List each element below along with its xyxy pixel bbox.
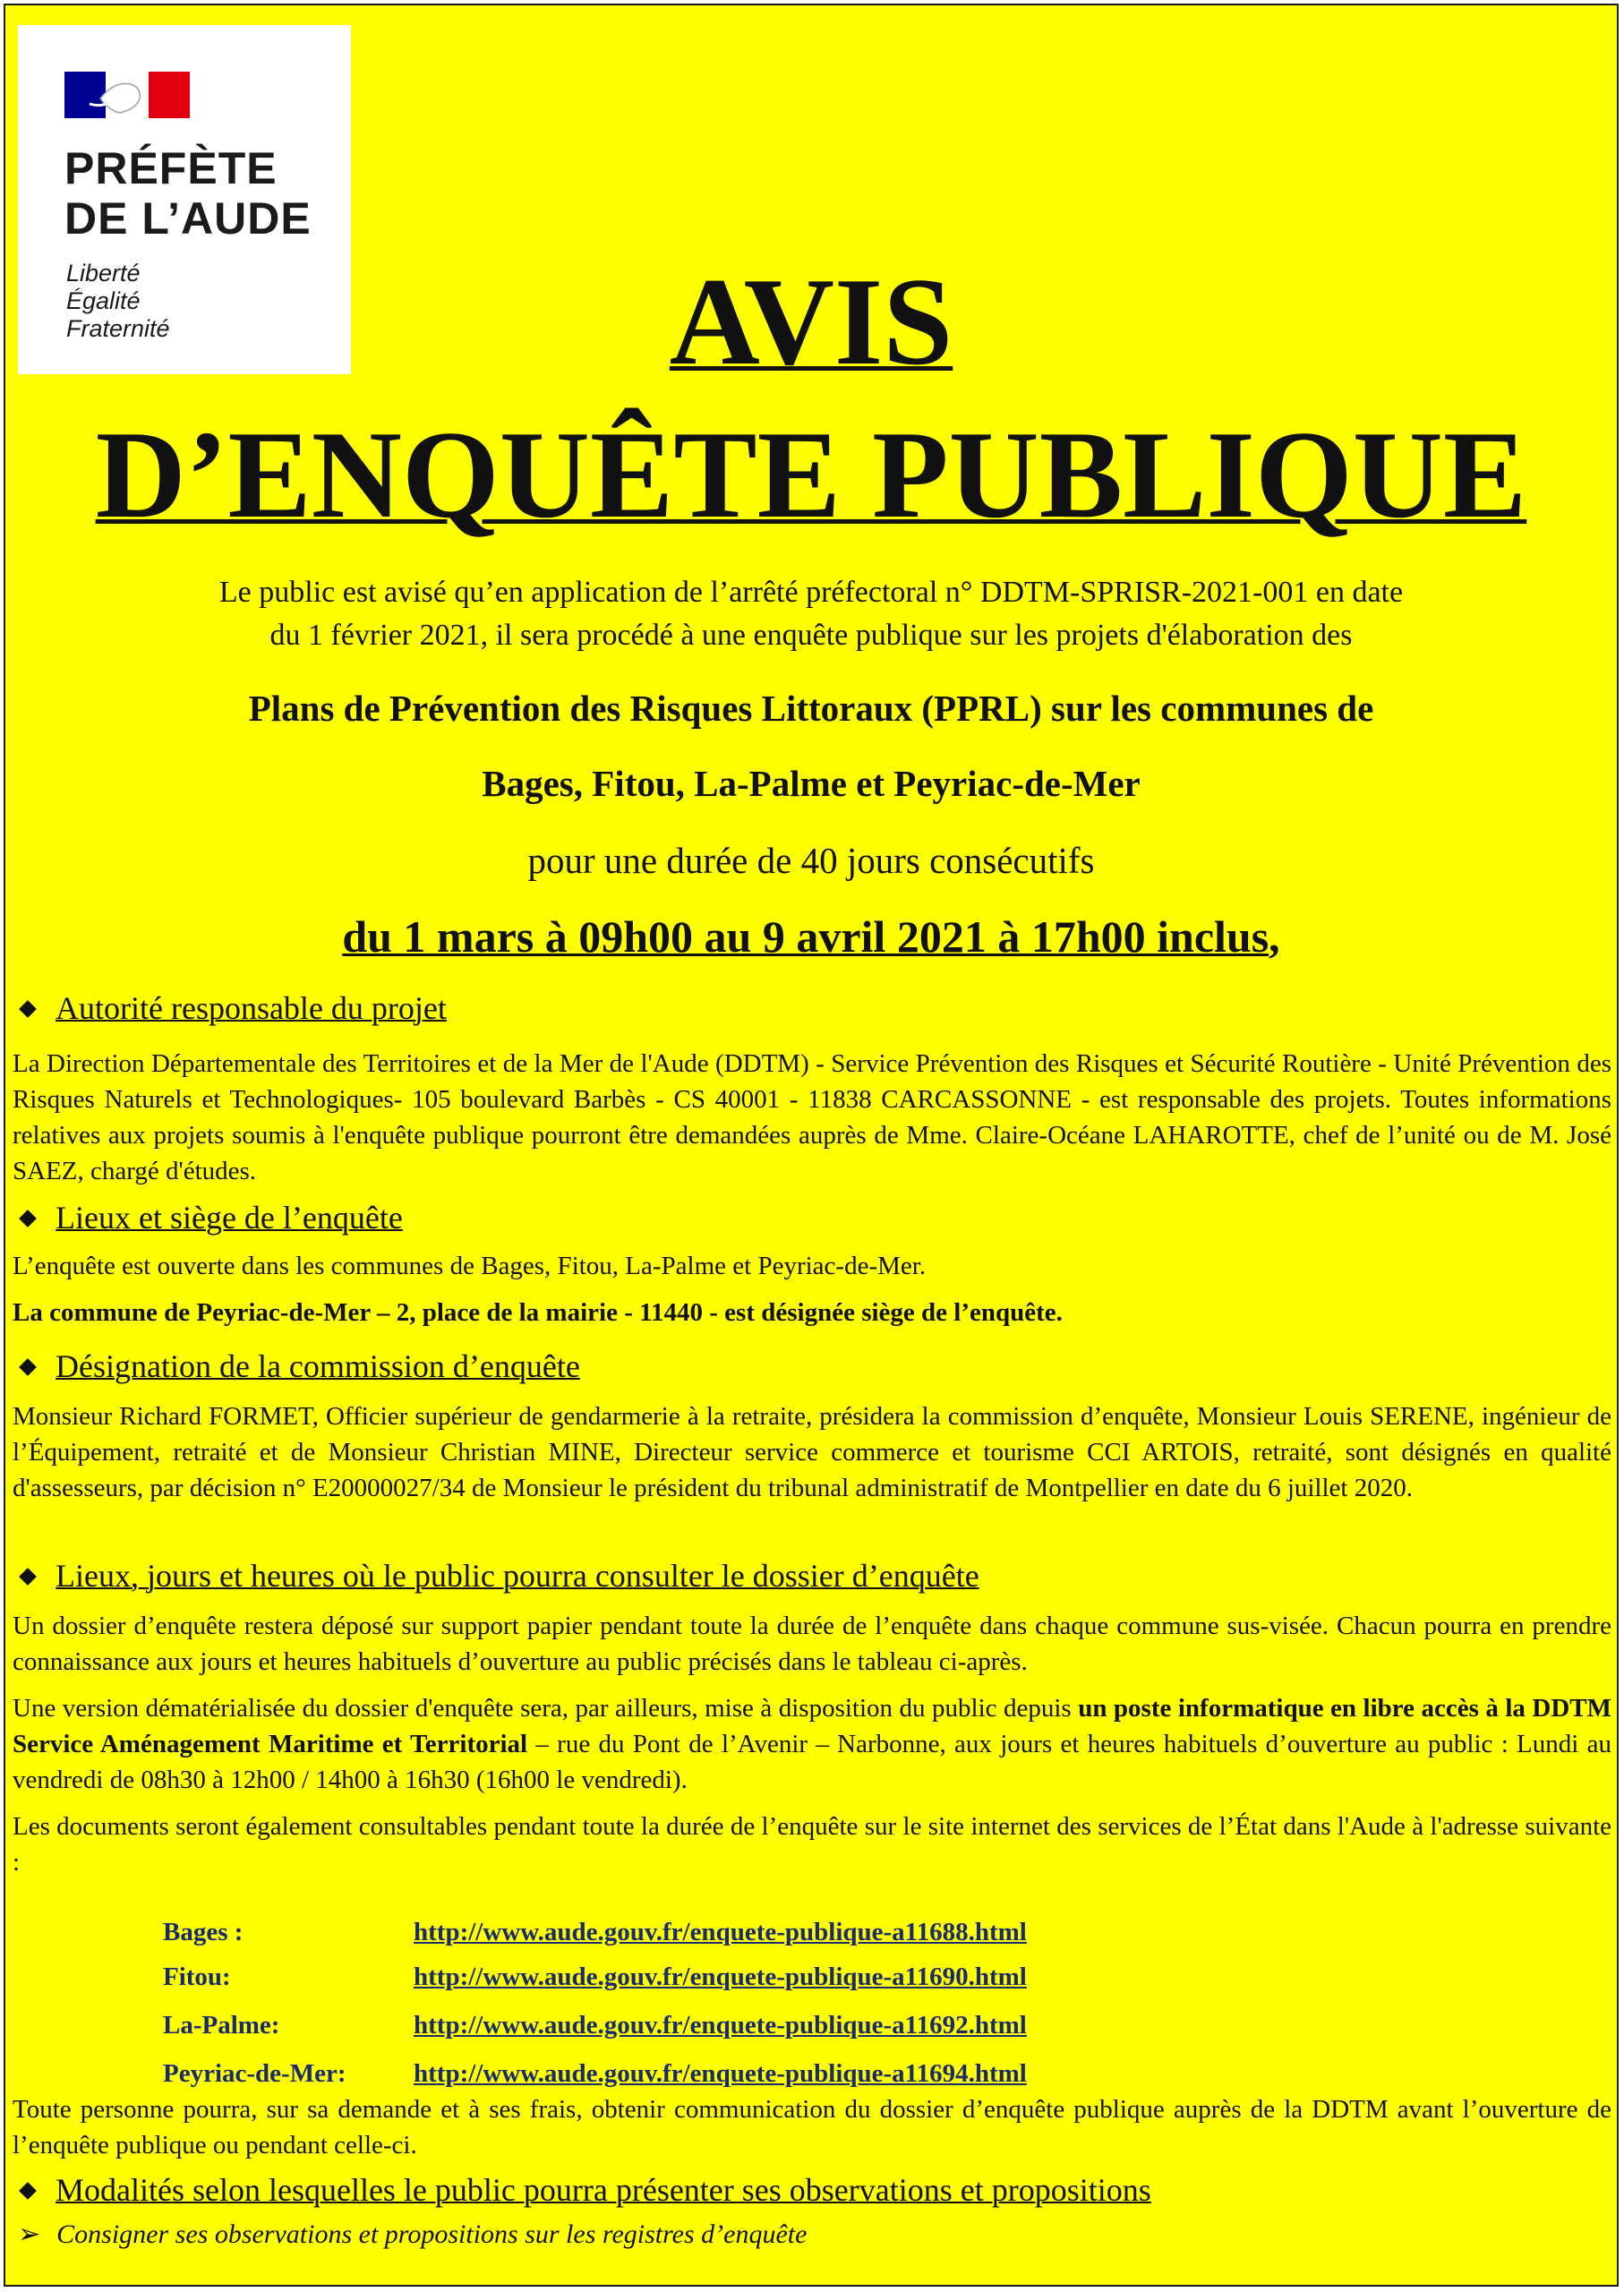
section-observations-heading <box>13 2168 1151 2211</box>
marianne-flag-icon <box>64 72 190 118</box>
intro-text <box>5 571 1617 657</box>
digital-text-end: – rue du Pont de l’Avenir – Narbonne, aux jours et heures habituels d’ouverture au public : Lundi au vendredi de 08h30 à 12h00 / 14h00 à 16h30 (16h00 le vendredi). <box>13 1730 1611 1794</box>
section-authority-heading <box>13 987 447 1030</box>
commune-link[interactable]: http://www.aude.gouv.fr/enquete-publique-a11692.html <box>414 2011 1027 2040</box>
consultation-digital-text <box>13 1690 1611 1798</box>
motto-egalite: Égalité <box>66 287 141 314</box>
digital-text-start: Une version dématérialisée du dossier d'enquête sera, par ailleurs, mise à disposition du public depuis <box>13 1694 1079 1723</box>
commune-label: Peyriac-de-Mer: <box>163 2059 346 2088</box>
intro-line-2: du 1 février 2021, il sera procédé à une enquête publique sur les projets d'élaboration des <box>269 619 1353 652</box>
section-consultation-heading <box>13 1554 979 1597</box>
diamond-bullet-icon <box>19 1358 37 1376</box>
consultation-request-text: Toute personne pourra, sur sa demande et à ses frais, obtenir communication du dossier d’enquête publique auprès de la DDTM avant l’ouverture de l’enquête publique ou pendant celle-ci. <box>13 2095 1611 2159</box>
diamond-bullet-icon <box>19 1000 37 1018</box>
plans-heading: Plans de Prévention des Risques Littoraux (PPRL) sur les communes de <box>248 688 1374 729</box>
section-commission-heading <box>13 1345 580 1388</box>
prefecture-line-2: DE L’AUDE <box>64 193 312 244</box>
consultation-paper-text: Un dossier d’enquête restera déposé sur support papier pendant toute la durée de l’enquête dans chaque commune sus-visée. Chacun pourra en prendre connaissance aux jours et heures habituels d’ouverture au public précisés dans le tableau ci-après. <box>13 1612 1611 1676</box>
commune-label: Fitou: <box>163 1963 231 1991</box>
observations-bullet <box>13 2217 807 2253</box>
section-title: Désignation de la commission d’enquête <box>56 1348 580 1384</box>
section-title: Modalités selon lesquelles le public pourra présenter ses observations et propositions <box>56 2172 1151 2208</box>
duration-text: pour une durée de 40 jours consécutifs <box>527 840 1095 881</box>
diamond-bullet-icon <box>19 2182 37 2200</box>
section-title: Lieux, jours et heures où le public pourra consulter le dossier d’enquête <box>56 1558 979 1594</box>
prefecture-name <box>64 143 312 244</box>
location-text: L’enquête est ouverte dans les communes de Bages, Fitou, La-Palme et Peyriac-de-Mer. <box>13 1252 927 1280</box>
notice-subtitle: D’ENQUÊTE PUBLIQUE <box>95 406 1527 544</box>
communes-heading: Bages, Fitou, La-Palme et Peyriac-de-Mer <box>482 763 1141 804</box>
section-title: Autorité responsable du projet <box>56 990 447 1026</box>
diamond-bullet-icon <box>19 1568 37 1586</box>
commune-link[interactable]: http://www.aude.gouv.fr/enquete-publique-a11694.html <box>414 2059 1027 2088</box>
consultation-website-text: Les documents seront également consultables pendant toute la durée de l’enquête sur le site internet des services de l’État dans l'Aude à l'adresse suivante : <box>13 1812 1611 1877</box>
motto-fraternite: Fraternité <box>66 315 170 342</box>
intro-line-1: Le public est avisé qu’en application de l’arrêté préfectoral n° DDTM-SPRISR-2021-001 en date <box>218 576 1404 609</box>
location-seat-text: La commune de Peyriac-de-Mer – 2, place de la mairie - 11440 - est désignée siège de l’enquête. <box>13 1298 1063 1327</box>
section-location-heading <box>13 1196 403 1239</box>
commune-link[interactable]: http://www.aude.gouv.fr/enquete-publique-a11690.html <box>414 1963 1027 1991</box>
prefecture-line-1: PRÉFÈTE <box>64 143 278 193</box>
diamond-bullet-icon <box>19 1210 37 1227</box>
observations-bullet-text: Consigner ses observations et propositions sur les registres d’enquête <box>56 2219 808 2249</box>
commune-label: Bages : <box>163 1918 244 1946</box>
notice-page <box>4 4 1619 2287</box>
digital-text-bold: un poste informatique en libre accès à la DDTM Service Aménagement Maritime et Territorial <box>13 1694 1611 1758</box>
section-title: Lieux et siège de l’enquête <box>56 1200 403 1236</box>
motto-liberte: Liberté <box>66 260 141 286</box>
commission-text: Monsieur Richard FORMET, Officier supérieur de gendarmerie à la retraite, présidera la commission d’enquête, Monsieur Louis SERENE, ingénieur de l’Équipement, retraité et de Monsieur Christian MINE, Directeur service commerce et tourisme CCI ARTOIS, retraité, sont désignés en qualité d'assesseurs, par décision n° E20000027/34 de Monsieur le président du tribunal administratif de Montpellier en date du 6 juillet 2020. <box>13 1402 1611 1502</box>
commune-link[interactable]: http://www.aude.gouv.fr/enquete-publique-a11688.html <box>414 1918 1027 1946</box>
notice-title: AVIS <box>669 252 953 391</box>
dates-text: du 1 mars à 09h00 au 9 avril 2021 à 17h00 inclus, <box>342 911 1280 962</box>
commune-label: La-Palme: <box>163 2011 280 2040</box>
authority-text: La Direction Départementale des Territoires et de la Mer de l'Aude (DDTM) - Service Prévention des Risques et Sécurité Routière - Unité Prévention des Risques Naturels et Technologiques- 105 boulevard Barbès - CS 40001 - 11838 CARCASSONNE - est responsable des projets. Toutes informations relatives aux projets soumis à l'enquête publique pourront être demandées auprès de Mme. Claire-Océane LAHAROTTE, chef de l’unité ou de M. José SAEZ, chargé d'études. <box>13 1049 1611 1185</box>
arrow-bullet-icon: ➢ <box>18 2219 41 2249</box>
